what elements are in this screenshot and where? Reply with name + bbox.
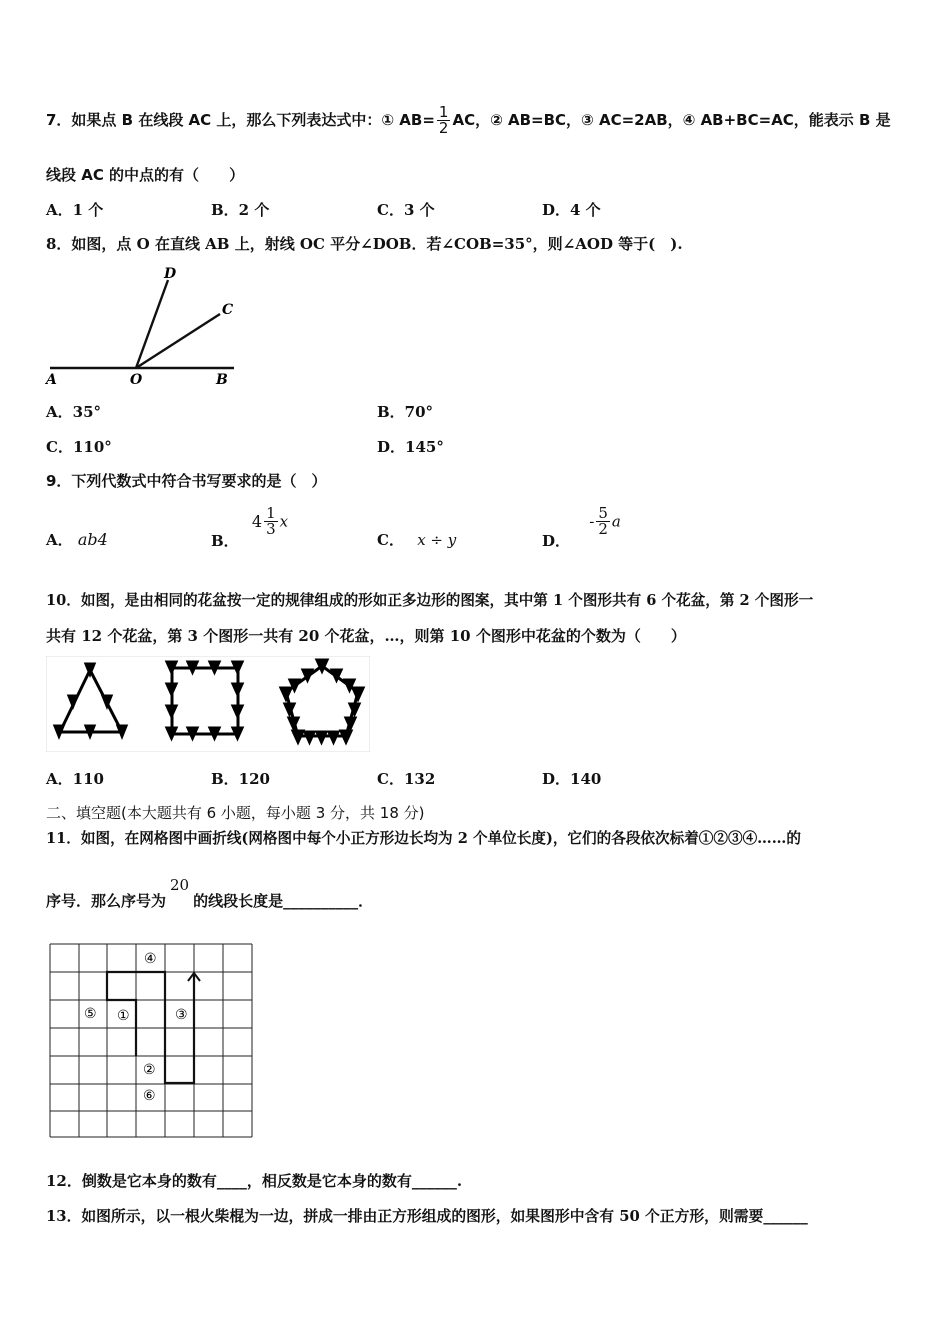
label-d: D: [164, 266, 177, 282]
q10-option-b: B．120: [211, 770, 270, 788]
q7-line2: 线段 AC 的中点的有（ ）: [46, 166, 245, 184]
q9-b-var: x: [279, 512, 289, 531]
q8-stem: 8．如图，点 O 在直线 AB 上，射线 OC 平分∠DOB．若∠COB=35°，则∠AOD 等于( ).: [46, 235, 683, 253]
q10-line2: 共有 12 个花盆，第 3 个图形一共有 20 个花盆，…，则第 10 个图形中花盆的个数为（ ）: [46, 627, 686, 645]
q11-line2-prefix: 序号．那么序号为: [46, 892, 167, 910]
q7-fraction: [437, 105, 451, 136]
q9-d-den: 2: [598, 520, 608, 538]
section-2-heading: 二、填空题(本大题共有 6 小题，每小题 3 分，共 18 分): [46, 804, 425, 822]
q11-line2: [46, 876, 373, 911]
q9-d-label: D．: [542, 532, 571, 550]
q9-d-fraction: [596, 506, 610, 537]
q9-option-d: [542, 506, 621, 551]
q9-d-num: 5: [598, 504, 608, 522]
q9-d-sign: -: [589, 512, 595, 531]
q11-line2-suffix: 的线段长度是__________．: [193, 892, 374, 910]
q10-flowerpot-figure: [46, 656, 370, 752]
q10-option-c: C．132: [377, 770, 436, 788]
q10-line1: 10．如图，是由相同的花盆按一定的规律组成的形如正多边形的图案，其中第 1 个图形共有 6 个花盆，第 2 个图形一: [46, 592, 814, 609]
q9-a-label: A．: [46, 531, 73, 549]
grid-label-1: ①: [117, 1008, 130, 1024]
q9-option-c: [377, 529, 456, 550]
ray-oc: [136, 314, 220, 368]
q13-line: 13．如图所示，以一根火柴棍为一边，拼成一排由正方形组成的图形，如果图形中含有 50 个正方形，则需要______: [46, 1208, 808, 1225]
q8-option-a: A．35°: [46, 403, 102, 421]
ray-od: [136, 280, 168, 368]
grid-label-2: ②: [143, 1062, 156, 1078]
q7-option-b: B．2 个: [211, 201, 270, 219]
label-a: A: [46, 372, 57, 388]
q7-option-c: C．3 个: [377, 201, 435, 219]
q9-option-a: [46, 529, 108, 550]
label-b: B: [216, 372, 228, 388]
q7-line1: [46, 105, 891, 136]
q9-b-whole: 4: [251, 512, 263, 531]
q7-option-a: A．1 个: [46, 201, 104, 219]
q7-prefix: 7．如果点 B 在线段 AC 上，那么下列表达式中：① AB=: [46, 111, 435, 129]
q8-angle-figure: [44, 262, 244, 388]
q9-b-label: B．: [211, 532, 239, 550]
q12-line: 12．倒数是它本身的数有____，相反数是它本身的数有______.: [46, 1172, 463, 1190]
q9-b-fraction: [264, 506, 278, 537]
q10-option-a: A．110: [46, 770, 104, 788]
q7-option-d: D．4 个: [542, 201, 601, 219]
q7-frac-num: 1: [438, 103, 449, 121]
label-o: O: [130, 372, 143, 388]
grid-label-4: ④: [144, 951, 157, 967]
q9-c-expr: x ÷ y: [417, 531, 457, 549]
grid-label-6: ⑥: [143, 1088, 156, 1104]
q9-b-den: 3: [266, 520, 276, 538]
q11-line1: 11．如图，在网格图中画折线(网格图中每个小正方形边长均为 2 个单位长度)，它们的各段依次标着①②③④……的: [46, 830, 801, 847]
label-c: C: [222, 302, 234, 318]
q9-d-var: a: [611, 512, 621, 531]
q7-suffix: AC，② AB=BC，③ AC=2AB，④ AB+BC=AC，能表示 B 是: [452, 111, 891, 129]
grid-label-3: ③: [175, 1007, 188, 1023]
q9-a-expr: ab4: [77, 530, 108, 549]
q7-frac-den: 2: [438, 119, 449, 137]
q10-option-d: D．140: [542, 770, 602, 788]
q11-superscript-20: 20: [170, 876, 190, 894]
q8-option-d: D．145°: [377, 438, 444, 456]
q9-stem: 9．下列代数式中符合书写要求的是（ ）: [46, 472, 327, 490]
q9-c-label: C．: [377, 531, 404, 549]
q8-option-b: B．70°: [377, 403, 434, 421]
q9-b-num: 1: [266, 504, 276, 522]
grid-label-5: ⑤: [84, 1006, 97, 1022]
q9-option-b: [211, 506, 288, 551]
q8-option-c: C．110°: [46, 438, 112, 456]
q11-grid-figure: [49, 943, 255, 1141]
